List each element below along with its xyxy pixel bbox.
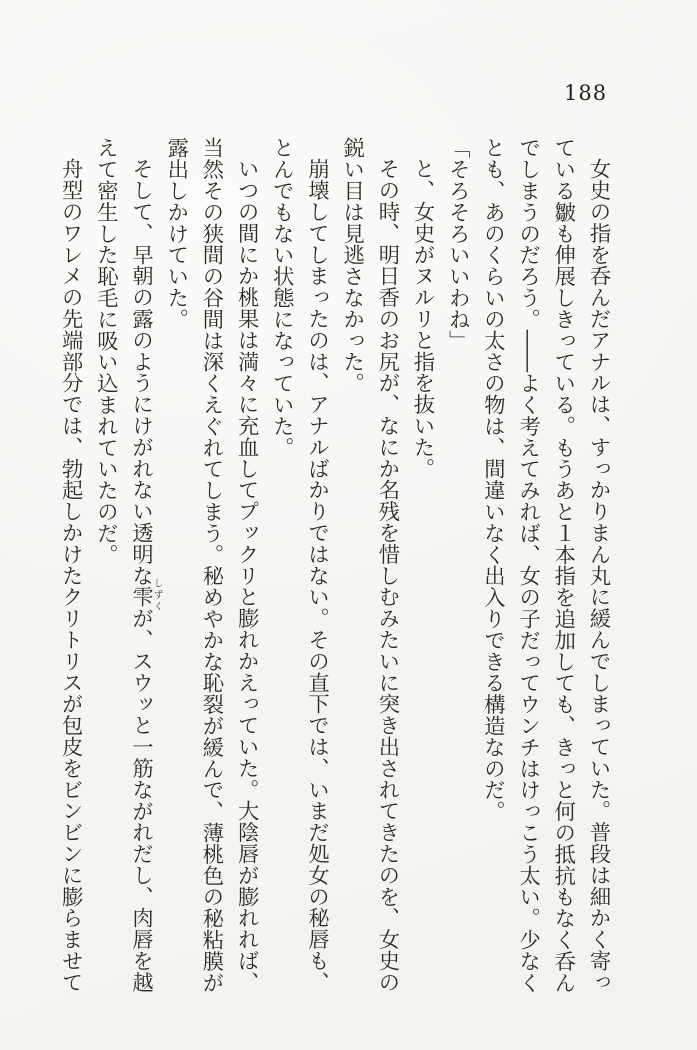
text-column-10: とんでもない状態になっていた。 [269,137,295,458]
text-segment-after-ruby: が、スウッと一筋ながれだし、肉唇を越 [128,607,154,993]
text-column-15: えて密生した恥毛に吸い込まれていたのだ。 [93,137,119,565]
text-column-8: 鋭い目は見逃さなかった。 [339,137,365,394]
vertical-text-block [52,137,616,993]
text-column-7: その時、明日香のお尻が、なにか名残を惜しむみたいに突き出されてきたのを、女史の [374,158,400,993]
text-column-4: とも、あのくらいの太さの物は、間違いなく出入りできる構造なのだ。 [480,137,506,822]
text-column-14 [123,137,163,993]
text-column-5-dialogue: 「そろそろいいわね」 [445,137,471,351]
text-column-2: ている皺も伸展しきっている。もうあと１本指を追加しても、きっと何の抵抗もなく呑ん [550,137,576,993]
text-column-9: 崩壊してしまったのは、アナルばかりではない。その直下では、いまだ処女の秘唇も、 [304,158,330,993]
text-column-11: いつの間にか桃果は満々に充血してプックリと膨れかえっていた。大陰唇が膨れれば、 [234,158,260,993]
page-number: 188 [564,81,608,105]
text-column-6: と、女史がヌルリと指を抜いた。 [410,158,436,480]
furigana-annotation: しずく [151,578,163,613]
text-column-16: 舟型のワレメの先端部分では、勃起しかけたクリトリスが包皮をビンビンに膨らませて [58,158,84,993]
text-column-12: 当然その狭間の谷間は深くえぐれてしまう。秘めやかな恥裂が緩んで、薄桃色の秘粘膜が [198,137,224,993]
text-column-3: でしまうのだろう。――よく考えてみれば、女の子だってウンチはけっこう太い。少なく [515,137,541,993]
ruby-base-character: 雫 [128,586,154,608]
text-column-13: 露出しかけていた。 [163,137,189,330]
text-segment-before-ruby: そして、早朝の露のようにけがれない透明な [128,158,154,587]
text-column-1: 女史の指を呑んだアナルは、すっかりまん丸に緩んでしまっていた。普段は細かく寄っ [586,158,611,993]
